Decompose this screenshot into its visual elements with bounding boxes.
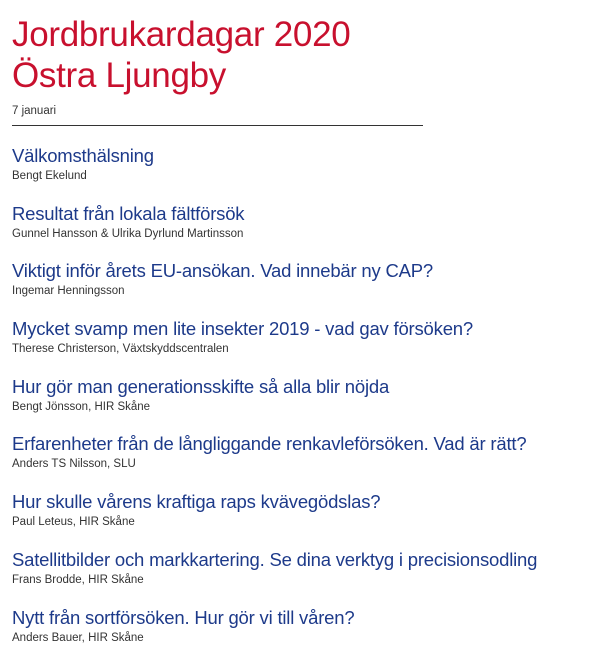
page-title	[12, 14, 592, 96]
agenda-item-title: Erfarenheter från de långliggande renkavleförsöken. Vad är rätt?	[12, 433, 527, 455]
agenda-item-title: Hur gör man generationsskifte så alla blir nöjda	[12, 375, 390, 397]
agenda-item	[12, 144, 592, 202]
agenda-item-speaker: Paul Leteus, HIR Skåne	[12, 516, 135, 529]
header-divider	[12, 125, 423, 126]
agenda-item-speaker: Frans Brodde, HIR Skåne	[12, 573, 144, 586]
agenda-item-title: Hur skulle vårens kraftiga raps kvävegödslas?	[12, 491, 381, 513]
agenda-item	[12, 548, 592, 606]
agenda-item-speaker: Anders Bauer, HIR Skåne	[12, 631, 144, 644]
agenda-item-speaker: Bengt Jönsson, HIR Skåne	[12, 400, 151, 413]
agenda-item-speaker: Anders TS Nilsson, SLU	[12, 458, 136, 471]
agenda-item	[12, 375, 592, 433]
agenda-item	[12, 606, 592, 664]
title-line-location: Östra Ljungby	[12, 56, 226, 95]
event-date: 7 januari	[12, 105, 57, 117]
agenda-item-title: Satellitbilder och markkartering. Se dina verktyg i precisionsodling	[12, 548, 538, 570]
title-line-event: Jordbrukardagar 2020	[12, 15, 351, 54]
agenda-item-speaker: Ingemar Henningsson	[12, 285, 125, 298]
agenda-item	[12, 490, 592, 548]
agenda-item-title: Mycket svamp men lite insekter 2019 - vad gav försöken?	[12, 318, 473, 340]
agenda-item-speaker: Bengt Ekelund	[12, 170, 87, 182]
agenda-item-title: Resultat från lokala fältförsök	[12, 202, 245, 224]
agenda-item	[12, 259, 592, 317]
agenda-item	[12, 202, 592, 260]
agenda-item	[12, 432, 592, 490]
agenda-item	[12, 317, 592, 375]
agenda-item-speaker: Therese Christerson, Växtskyddscentralen	[12, 343, 229, 356]
agenda-item-title: Välkomsthälsning	[12, 145, 154, 166]
agenda-item-speaker: Gunnel Hansson & Ulrika Dyrlund Martinsson	[12, 227, 244, 240]
program-page	[12, 14, 592, 663]
agenda-item-title: Nytt från sortförsöken. Hur gör vi till våren?	[12, 606, 355, 628]
agenda-item-title: Viktigt inför årets EU-ansökan. Vad innebär ny CAP?	[12, 260, 434, 282]
agenda-list	[12, 144, 592, 663]
